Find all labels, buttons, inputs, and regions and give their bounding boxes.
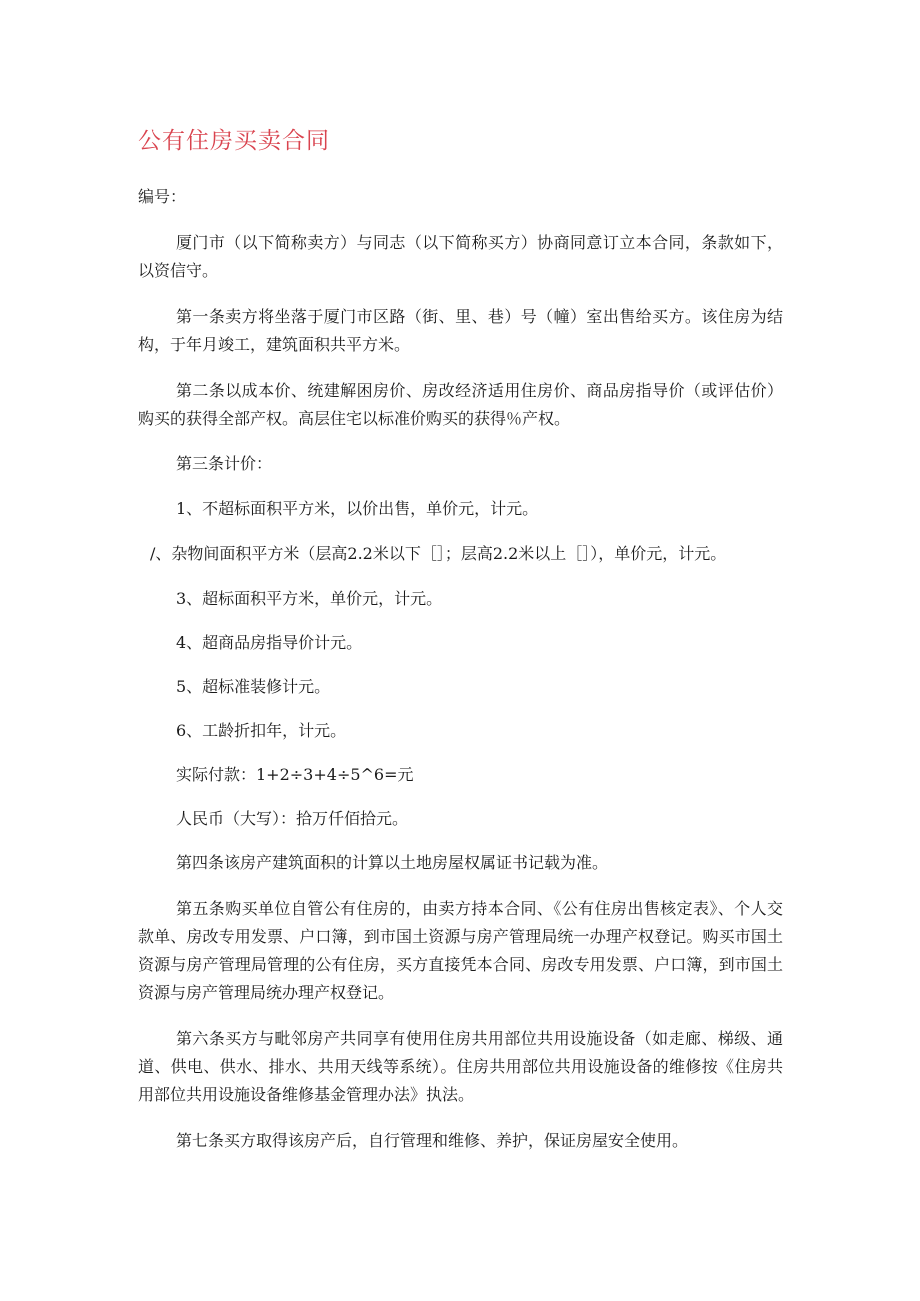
pricing-item-5: 5、超标准装修计元。 xyxy=(176,677,331,696)
article-1: 第一条卖方将坐落于厦门市区路（街、里、巷）号（幢）室出售给买方。该住房为结构，于年月竣工，建筑面积共平方米。 xyxy=(138,307,783,354)
article-3-heading: 第三条计价： xyxy=(176,454,273,473)
pricing-item-3: 3、超标面积平方米，单价元，计元。 xyxy=(176,589,443,608)
pricing-item-6: 6、工龄折扣年，计元。 xyxy=(176,721,347,740)
preamble-paragraph: 厦门市（以下简称卖方）与同志（以下简称买方）协商同意订立本合同，条款如下，以资信守。 xyxy=(138,233,783,280)
pricing-item-4: 4、超商品房指导价计元。 xyxy=(176,633,363,652)
pricing-item-1: 1、不超标面积平方米，以价出售，单价元，计元。 xyxy=(176,499,539,518)
contract-number-label: 编号： xyxy=(138,187,187,206)
document-body xyxy=(138,183,783,1155)
pricing-item-2: /、杂物间面积平方米（层高2.2米以下［］；层高2.2米以上［］），单价元，计元。 xyxy=(150,544,727,563)
article-6: 第六条买方与毗邻房产共同享有使用住房共用部位共用设施设备（如走廊、梯级、通道、供电、供水、排水、共用天线等系统）。住房共用部位共用设施设备的维修按《住房共用部位共用设施设备维修基金管理办法》执法。 xyxy=(138,1029,783,1104)
article-7: 第七条买方取得该房产后，自行管理和维修、养护，保证房屋安全使用。 xyxy=(176,1131,689,1150)
article-4: 第四条该房产建筑面积的计算以土地房屋权属证书记载为准。 xyxy=(176,853,609,872)
amount-in-words: 人民币（大写）：拾万仟佰拾元。 xyxy=(176,809,409,828)
article-5: 第五条购买单位自管公有住房的，由卖方持本合同、《公有住房出售核定表》、个人交款单、房改专用发票、户口簿，到市国土资源与房产管理局统一办理产权登记。购买市国土资源与房产管理局管理的公有住房，买方直接凭本合同、房改专用发票、户口簿，到市国土资源与房产管理局统办理产权登记。 xyxy=(138,899,783,1002)
actual-payment: 实际付款：1+2÷3+4÷5^6=元 xyxy=(176,765,414,784)
article-2: 第二条以成本价、统建解困房价、房改经济适用住房价、商品房指导价（或评估价）购买的获得全部产权。高层住宅以标准价购买的获得％产权。 xyxy=(138,381,783,428)
document-title: 公有住房买卖合同 xyxy=(138,128,330,154)
